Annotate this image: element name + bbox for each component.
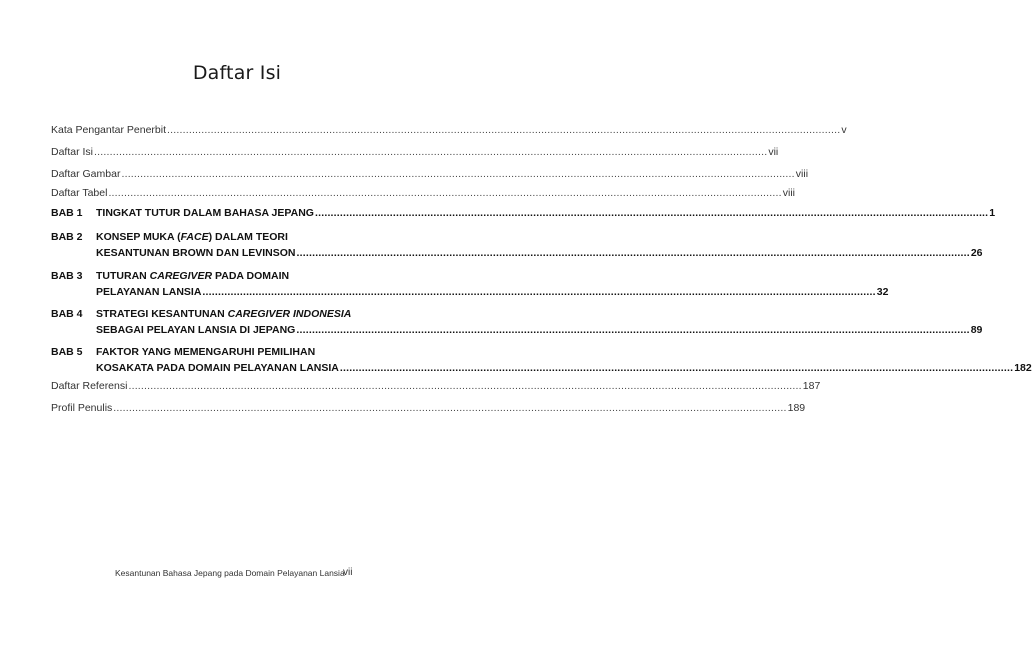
- leader-dots: [94, 146, 767, 158]
- chapter-number: BAB 4: [51, 308, 83, 320]
- leader-dots: [296, 324, 969, 336]
- toc-entry-page: vii: [768, 146, 779, 158]
- running-title: Kesantunan Bahasa Jepang pada Domain Pelayanan Lansia: [115, 568, 345, 578]
- italic-term: CAREGIVER: [149, 270, 213, 282]
- toc-chapter-3[interactable]: [51, 270, 889, 308]
- toc-entry-daftar-isi[interactable]: [51, 146, 779, 168]
- chapter-title: PELAYANAN LANSIA: [96, 286, 202, 298]
- page-number: vii: [343, 567, 353, 578]
- chapter-number: BAB 5: [51, 346, 83, 358]
- chapter-title-line: FAKTOR YANG MEMENGARUHI PEMILIHAN: [96, 346, 316, 358]
- toc-entry-label: Daftar Gambar: [51, 168, 121, 180]
- table-of-contents: [51, 124, 1032, 422]
- chapter-page: 1: [989, 207, 996, 219]
- toc-entry-page: 187: [802, 380, 821, 392]
- toc-entry-page: v: [841, 124, 847, 136]
- italic-term: CAREGIVER INDONESIA: [227, 308, 352, 320]
- chapter-number: BAB 3: [51, 270, 83, 282]
- toc-entry-label: Daftar Referensi: [51, 380, 128, 392]
- toc-chapter-1[interactable]: [51, 207, 996, 231]
- leader-dots: [108, 187, 781, 199]
- chapter-page: 182: [1014, 362, 1032, 374]
- chapter-title-line: KONSEP MUKA (FACE) DALAM TEORI: [96, 231, 288, 243]
- chapter-title: TINGKAT TUTUR DALAM BAHASA JEPANG: [96, 207, 314, 219]
- chapter-page: 26: [970, 247, 983, 259]
- leader-dots: [202, 286, 875, 298]
- chapter-title-line: STRATEGI KESANTUNAN CAREGIVER INDONESIA: [96, 308, 352, 320]
- toc-entry-label: Kata Pengantar Penerbit: [51, 124, 166, 136]
- toc-chapter-4[interactable]: [51, 308, 983, 346]
- toc-entry-profil-penulis[interactable]: [51, 402, 806, 422]
- toc-entry-page: viii: [795, 168, 809, 180]
- leader-dots: [315, 207, 988, 219]
- chapter-title: SEBAGAI PELAYAN LANSIA DI JEPANG: [96, 324, 296, 336]
- toc-entry-page: viii: [782, 187, 796, 199]
- chapter-title: KOSAKATA PADA DOMAIN PELAYANAN LANSIA: [96, 362, 339, 374]
- toc-entry-label: Profil Penulis: [51, 402, 113, 414]
- leader-dots: [121, 168, 794, 180]
- leader-dots: [167, 124, 840, 136]
- chapter-title-line: TUTURAN CAREGIVER PADA DOMAIN: [96, 270, 290, 282]
- toc-entry-page: 189: [787, 402, 806, 414]
- toc-entry-daftar-tabel[interactable]: [51, 187, 796, 207]
- toc-entry-kata-pengantar[interactable]: [51, 124, 847, 146]
- chapter-number: BAB 1: [51, 207, 83, 219]
- toc-entry-label: Daftar Tabel: [51, 187, 108, 199]
- chapter-number: BAB 2: [51, 231, 83, 243]
- leader-dots: [128, 380, 801, 392]
- leader-dots: [113, 402, 786, 414]
- page-title: Daftar Isi: [192, 62, 282, 84]
- chapter-page: 89: [970, 324, 983, 336]
- toc-entry-daftar-gambar[interactable]: [51, 168, 809, 187]
- toc-entry-daftar-referensi[interactable]: [51, 380, 821, 402]
- leader-dots: [297, 247, 970, 259]
- toc-chapter-5[interactable]: [51, 346, 1032, 380]
- chapter-title: KESANTUNAN BROWN DAN LEVINSON: [96, 247, 296, 259]
- toc-chapter-2[interactable]: [51, 231, 983, 270]
- toc-entry-label: Daftar Isi: [51, 146, 94, 158]
- leader-dots: [340, 362, 1013, 374]
- chapter-page: 32: [876, 286, 889, 298]
- italic-term: FACE: [180, 231, 209, 243]
